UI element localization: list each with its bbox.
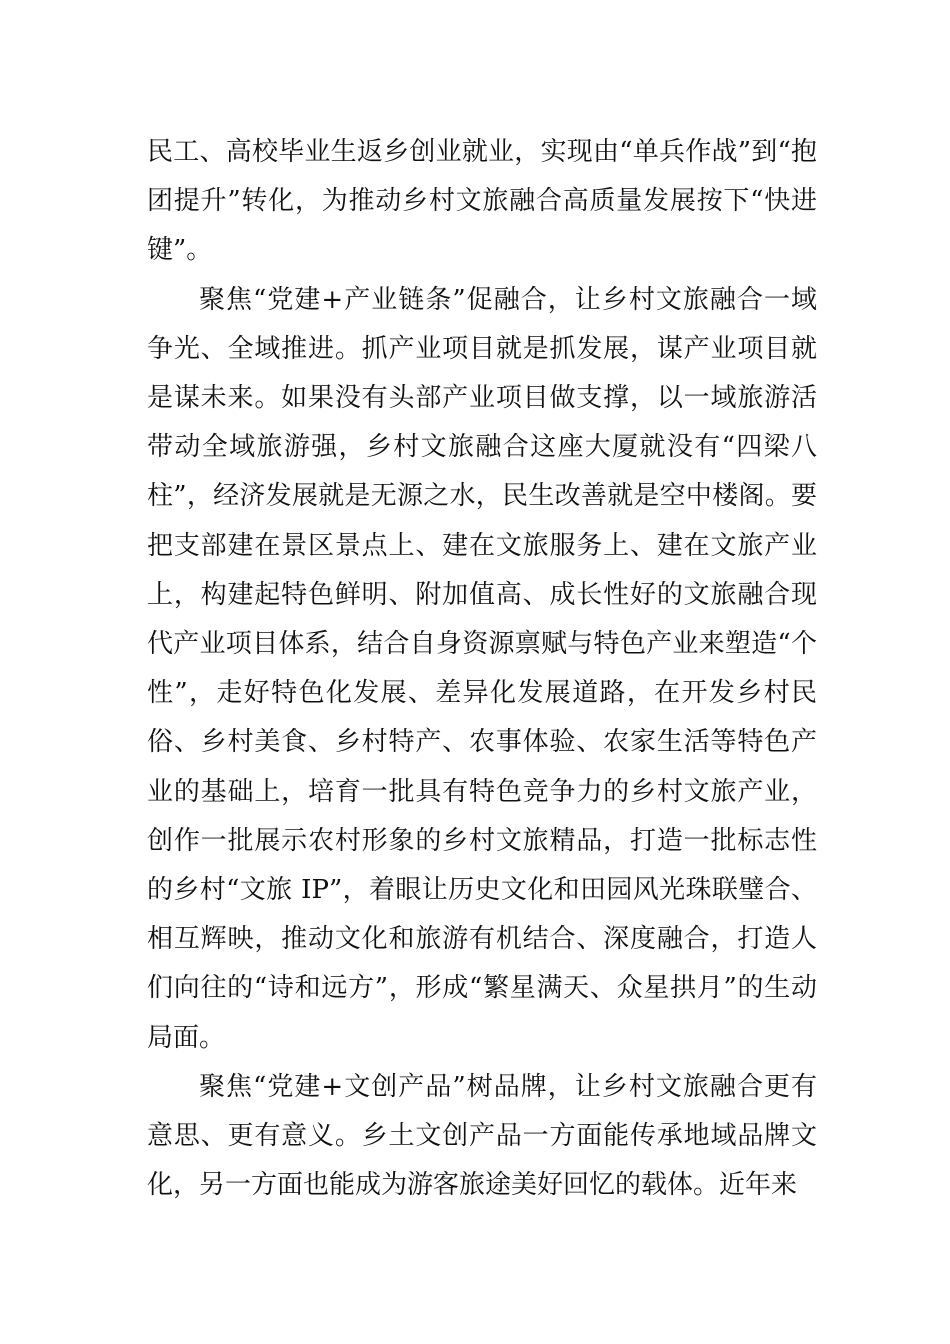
paragraph-industry-chain: 聚焦“党建+产业链条”促融合，让乡村文旅融合一域争光、全域推进。抓产业项目就是抓发展，谋产业项目就是谋未来。如果没有头部产业项目做支撑，以一域旅游活带动全域旅游强，乡村文旅融合这座大厦就没有“四梁八柱”，经济发展就是无源之水，民生改善就是空中楼阁。要把支部建在景区景点上、建在文旅服务上、建在文旅产业上，构建起特色鲜明、附加值高、成长性好的文旅融合现代产业项目体系，结合自身资源禀赋与特色产业来塑造“个性”，走好特色化发展、差异化发展道路，在开发乡村民俗、乡村美食、乡村特产、农事体验、农家生活等特色产业的基础上，培育一批具有特色竞争力的乡村文旅产业，创作一批展示农村形象的乡村文旅精品，打造一批标志性的乡村“文旅 IP”，着眼让历史文化和田园风光珠联璧合、相互辉映，推动文化和旅游有机结合、深度融合，打造人们向往的“诗和远方”，形成“繁星满天、众星拱月”的生动局面。 [147, 284, 817, 1053]
paragraph-cultural-products: 聚焦“党建+文创产品”树品牌，让乡村文旅融合更有意思、更有意义。乡土文创产品一方面能传承地域品牌文化，另一方面也能成为游客旅途美好回忆的载体。近年来 [147, 1071, 817, 1201]
paragraph-continuation: 民工、高校毕业生返乡创业就业，实现由“单兵作战”到“抱团提升”转化，为推动乡村文旅融合高质量发展按下“快进键”。 [147, 137, 817, 266]
body-text [147, 128, 817, 1210]
